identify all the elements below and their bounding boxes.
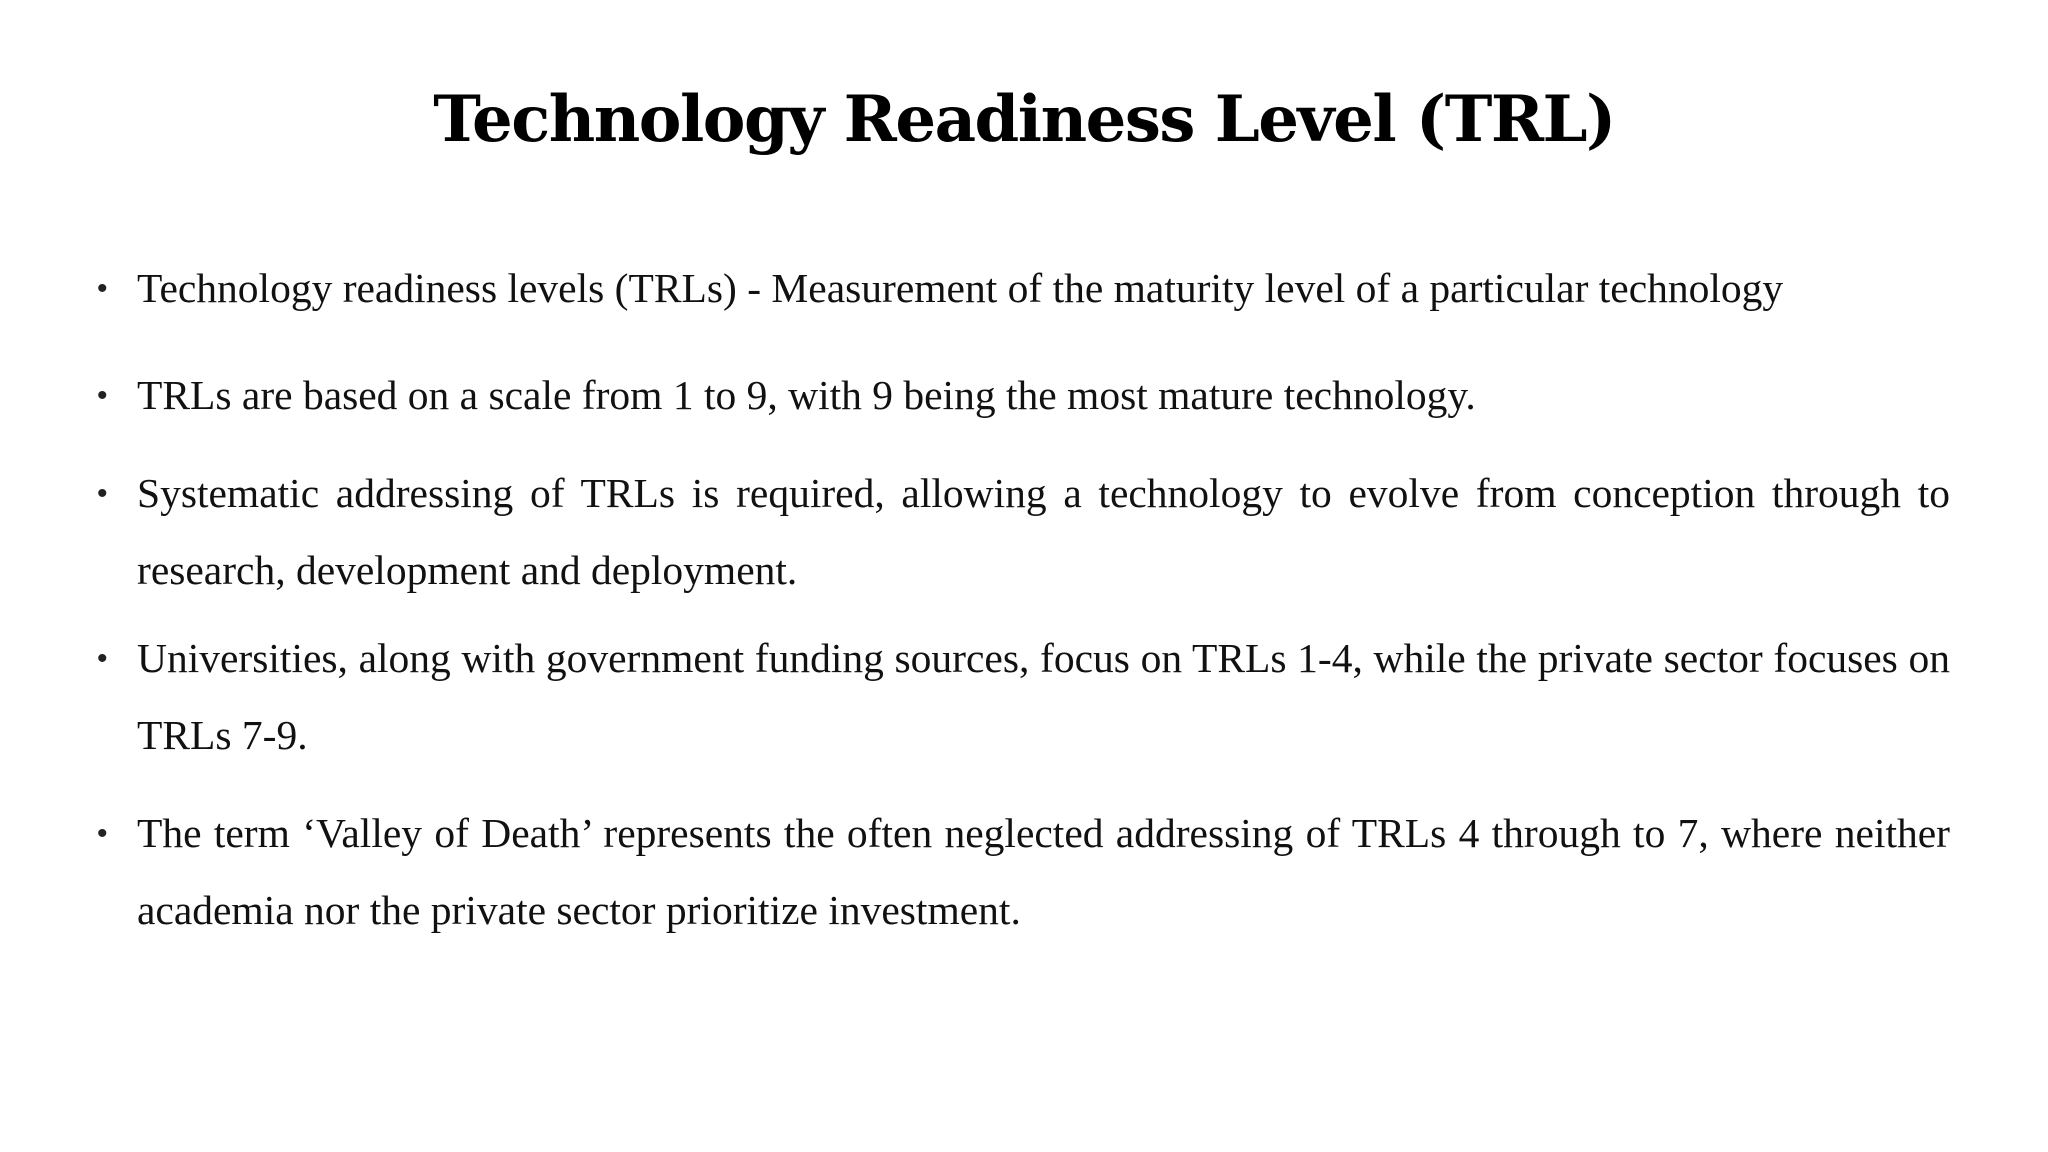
bullet-text: Systematic addressing of TRLs is required, allowing a technology to evolve from conception through to research, development and deployment.	[137, 470, 1950, 593]
bullet-text: Technology readiness levels (TRLs) - Measurement of the maturity level of a particular technology	[137, 265, 1784, 311]
bullet-item	[95, 455, 1950, 609]
bullet-item	[95, 357, 1950, 434]
bullet-text: The term ‘Valley of Death’ represents the often neglected addressing of TRLs 4 through to 7, where neither academia nor the private sector prioritize investment.	[137, 810, 1950, 933]
bullet-marker-icon: •	[97, 379, 108, 412]
bullet-list	[95, 250, 1950, 949]
bullet-text: TRLs are based on a scale from 1 to 9, with 9 being the most mature technology.	[137, 372, 1476, 418]
slide-title: Technology Readiness Level (TRL)	[433, 82, 1615, 157]
bullet-marker-icon: •	[97, 817, 108, 850]
bullet-item	[95, 250, 1950, 327]
bullet-text: Universities, along with government funding sources, focus on TRLs 1-4, while the private sector focuses on TRLs 7-9.	[137, 635, 1950, 758]
bullet-marker-icon: •	[97, 477, 108, 510]
bullet-item	[95, 620, 1950, 774]
bullet-marker-icon: •	[97, 272, 108, 305]
bullet-item	[95, 795, 1950, 949]
bullet-marker-icon: •	[97, 642, 108, 675]
